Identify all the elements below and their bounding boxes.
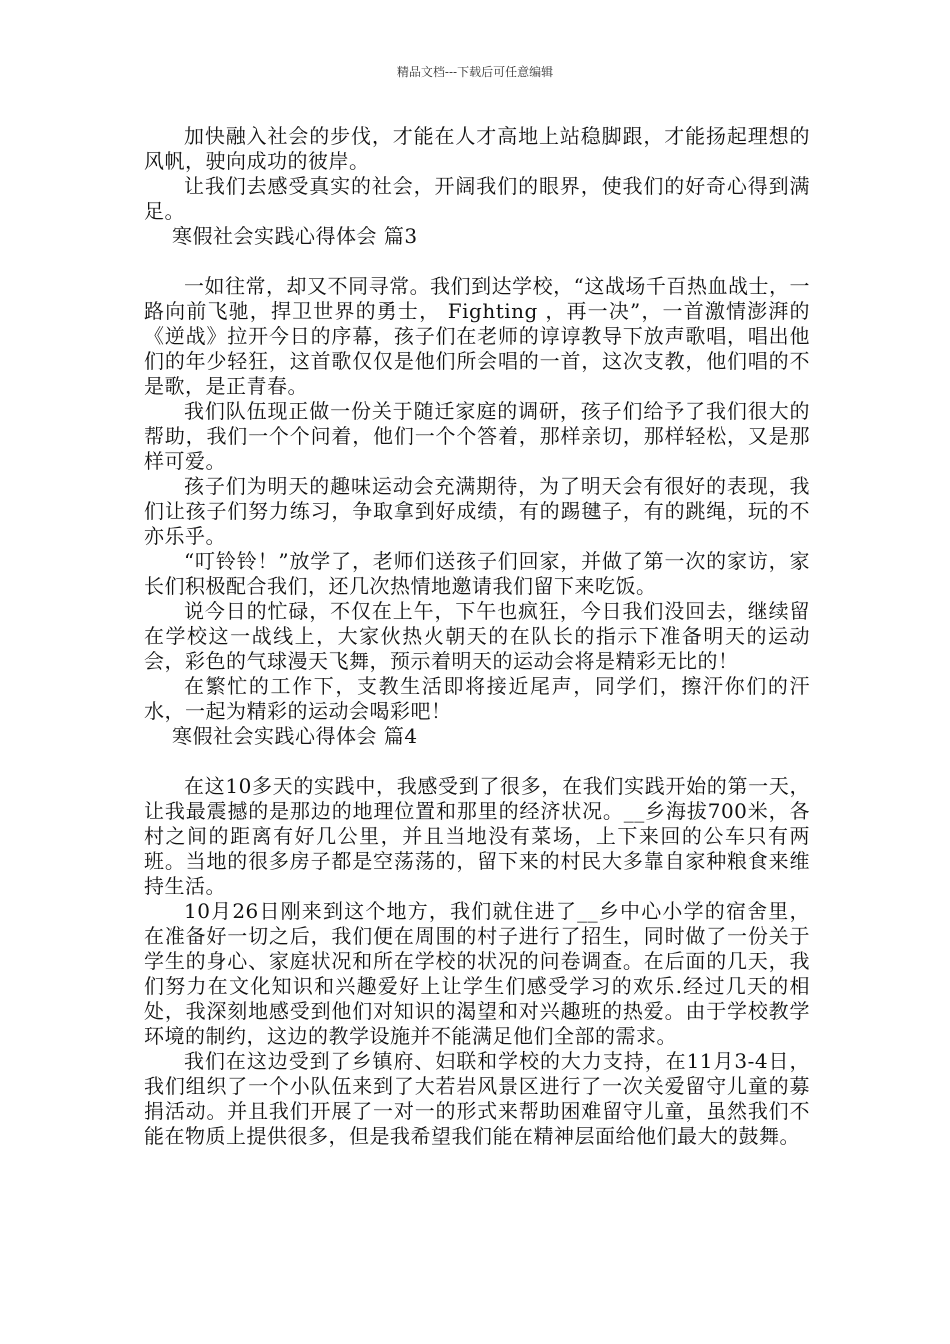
section-heading-4: 寒假社会实践心得体会 篇4	[172, 724, 418, 748]
paragraph-8: 在繁忙的工作下，支教生活即将接近尾声，同学们，擦汗你们的汗水，一起为精彩的运动会喝彩吧！	[144, 674, 810, 723]
paragraph-9: 在这10多天的实践中，我感受到了很多，在我们实践开始的第一天，让我最震撼的是那边的地理位置和那里的经济状况。__乡海拔700米，各村之间的距离有好几公里，并且当地没有菜场，上下来回的公车只有两班。当地的很多房子都是空荡荡的，留下来的村民大多靠自家种粮食来维持生活。	[144, 774, 810, 898]
paragraph-3: 一如往常，却又不同寻常。我们到达学校，“这战场千百热血战士，一路向前飞驰，捍卫世界的勇士， Fighting ，再一决”，一首激情澎湃的《逆战》拉开今日的序幕，孩子们在老师的谆谆教导下放声歌唱，唱出他们的年少轻狂，这首歌仅仅是他们所会唱的一首，这次支教，他们唱的不是歌，是正青春。	[144, 274, 810, 398]
paragraph-7: 说今日的忙碌，不仅在上午，下午也疯狂，今日我们没回去，继续留在学校这一战线上，大家伙热火朝天的在队长的指示下准备明天的运动会，彩色的气球漫天飞舞，预示着明天的运动会将是精彩无比的！	[144, 599, 810, 673]
paragraph-11: 我们在这边受到了乡镇府、妇联和学校的大力支持，在11月3-4日，我们组织了一个小队伍来到了大若岩风景区进行了一次关爱留守儿童的募捐活动。并且我们开展了一对一的形式来帮助困难留守儿童，虽然我们不能在物质上提供很多，但是我希望我们能在精神层面给他们最大的鼓舞。	[144, 1049, 810, 1148]
paragraph-10: 10月26日刚来到这个地方，我们就住进了__乡中心小学的宿舍里，在准备好一切之后，我们便在周围的村子进行了招生，同时做了一份关于学生的身心、家庭状况和所在学校的状况的问卷调查。在后面的几天，我们努力在文化知识和兴趣爱好上让学生们感受学习的欢乐.经过几天的相处，我深刻地感受到他们对知识的渴望和对兴趣班的热爱。由于学校教学环境的制约，这边的教学设施并不能满足他们全部的需求。	[144, 899, 810, 1048]
paragraph-6: “叮铃铃！”放学了，老师们送孩子们回家，并做了第一次的家访，家长们积极配合我们，还几次热情地邀请我们留下来吃饭。	[144, 549, 810, 598]
document-body	[144, 124, 810, 1149]
section-heading-3: 寒假社会实践心得体会 篇3	[172, 224, 418, 248]
paragraph-1: 加快融入社会的步伐，才能在人才高地上站稳脚跟，才能扬起理想的风帆，驶向成功的彼岸。	[144, 124, 810, 173]
paragraph-5: 孩子们为明天的趣味运动会充满期待，为了明天会有很好的表现，我们让孩子们努力练习，争取拿到好成绩，有的踢毽子，有的跳绳，玩的不亦乐乎。	[144, 474, 810, 548]
paragraph-2: 让我们去感受真实的社会，开阔我们的眼界，使我们的好奇心得到满足。	[144, 174, 810, 223]
paragraph-4: 我们队伍现正做一份关于随迁家庭的调研，孩子们给予了我们很大的帮助，我们一个个问着，他们一个个答着，那样亲切，那样轻松，又是那样可爱。	[144, 399, 810, 473]
page-header: 精品文档---下载后可任意编辑	[396, 65, 554, 79]
